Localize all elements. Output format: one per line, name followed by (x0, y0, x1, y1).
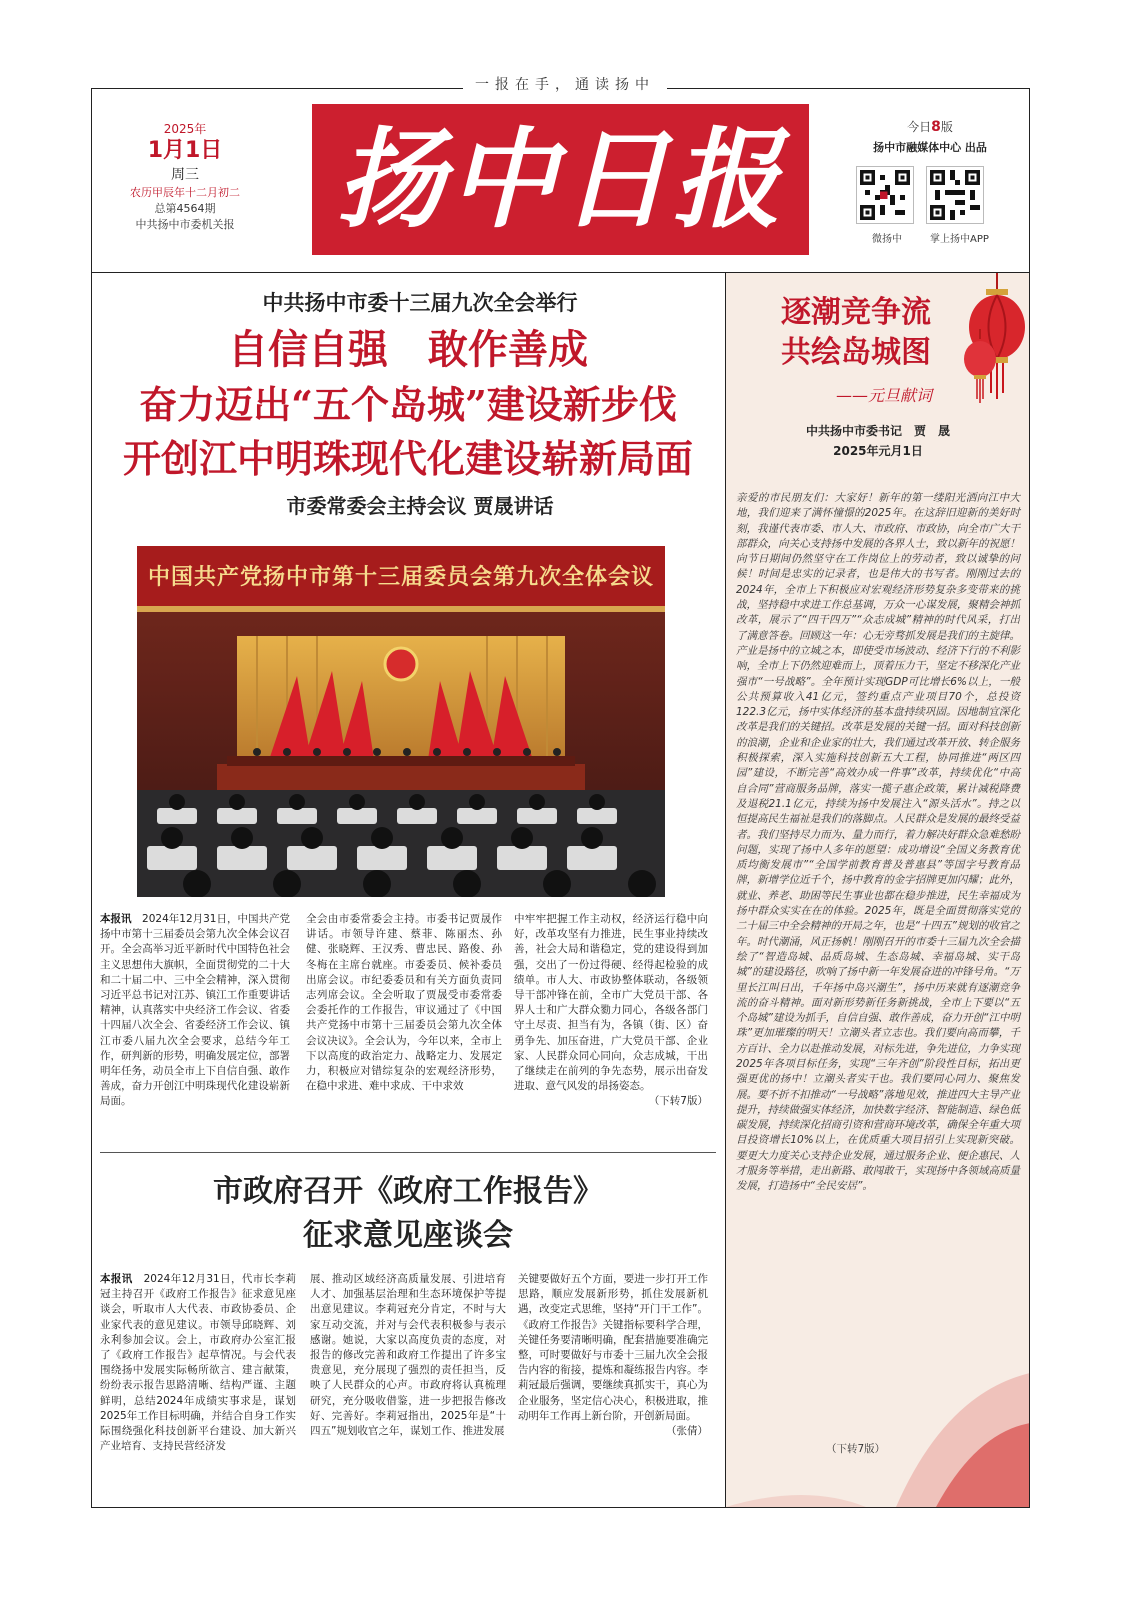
publisher: 中共扬中市委机关报 (135, 218, 235, 231)
lunar-date: 农历甲辰年十二月初二 (130, 186, 240, 199)
qr-code-icon[interactable] (926, 166, 984, 224)
date-month-day: 1月1日 (147, 138, 223, 163)
editorial-title[interactable]: 逐潮竞争流 共绘岛城图 (781, 295, 931, 370)
story2-body-col3: 关键要做好五个方面，要进一步打开工作思路，顺应发展新形势，抓住发展新机遇，改变定式思维，坚持“开门干工作”。《政府工作报告》关键指标要科学合理，关键任务要清晰明确，配套措施要准确完整，可时要做好与市委十三届九次全会报告内容的衔接，提炼和凝练报告内容。李莉冠最后强调，要继续真抓实干，真心为企业服务，坚定信心决心，积极进取，推动明年工作再上新台阶，开创新局面。 （张倩） (518, 1272, 708, 1439)
qr-codes (856, 166, 984, 224)
story2-byline: （张倩） (666, 1425, 708, 1438)
lead-headline-line2: 奋力迈出“五个岛城”建设新步伐 (139, 382, 677, 427)
editorial-column (725, 273, 1029, 1507)
qr-code-icon[interactable] (856, 166, 914, 224)
producer: 扬中市融媒体中心 出品 (873, 141, 987, 154)
header-info (850, 118, 1010, 155)
lead-kicker: 中共扬中市委十三届九次全会举行 (262, 291, 578, 315)
masthead-title: 扬中日报 (336, 116, 785, 243)
page-count: 今日8版 (907, 119, 953, 135)
slogan: 一报在手，通读扬中 (0, 74, 1130, 94)
lead-continued[interactable]: （下转7版） (648, 1095, 708, 1108)
editorial-author: 中共扬中市委书记 贾 晟 2025年元月1日 (805, 424, 950, 458)
masthead (312, 104, 809, 255)
wave-decoration (726, 1333, 1029, 1507)
lead-headline[interactable] (100, 322, 716, 486)
lead-body-col1: 本报讯 2024年12月31日，中国共产党扬中市第十三届委员会第九次全体会议召开。全会高举习近平新时代中国特色社会主义思想伟大旗帜，全面贯彻党的二十大和二十届二中、三中全会精神，深入贯彻习近平总书记对江苏、镇江工作重要讲话精神，认真落实中央经济工作会议、省委十四届八次全会、省委经济工作会议、镇江市委八届九次全会要求，总结今年工作，研判新的形势，明确发展定位，部署明年任务，动员全市上下自信自强、敢作善成，奋力开创江中明珠现代化建设崭新局面。 (100, 913, 291, 1108)
story2-headline[interactable]: 市政府召开《政府工作报告》 征求意见座谈会 (213, 1174, 603, 1253)
story2-body-col1: 本报讯 2024年12月31日，代市长李莉冠主持召开《政府工作报告》征求意见座谈会，听取市人大代表、市政协委员、企业家代表的意见建议。市领导邱晓辉、刘永利参加会议。会上，市政府办公室汇报了《政府工作报告》起草情况。与会代表围绕扬中发展实际畅所欲言、建言献策，纷纷表示报告思路清晰、结构严谨、主题鲜明，总结2024年成绩实事求是，谋划2025年工作目标明确，并结合自身工作实际围绕强化科技创新平台建设、加大新兴产业培育、支持民营经济发 (100, 1273, 297, 1453)
lead-headline-line3: 开创江中明珠现代化建设崭新局面 (122, 436, 693, 481)
editorial-body: 亲爱的市民朋友们：大家好！新年的第一缕阳光洒向江中大地，我们迎来了满怀憧憬的2025年。在这辞旧迎新的美好时刻，我谨代表市委、市人大、市政府、市政协，向全市广大干部群众，向关心支持扬中发展的各界人士，致以新年的祝愿！向节日期间仍然坚守在工作岗位上的劳动者，致以诚挚的问候！时间是忠实的记录者，也是伟大的书写者。刚刚过去的2024年，全市上下积极应对宏观经济形势复杂多变带来的挑战，坚持稳中求进工作总基调，万众一心谋发展，聚精会神抓改革，展示了“四干四万”“众志成城”精神的时代风采，打出了满意答卷。回顾这一年：心无旁骛抓发展是我们的主旋律。产业是扬中的立城之本，即使受市场波动、经济下行的不利影响，全市上下仍然迎难而上，顶着压力干，坚定不移深化产业强市“一号战略”。全年预计实现GDP可比增长6%以上，一般公共预算收入41亿元，签约重点产业项目70个，总投资122.3亿元，扬中实体经济的基本盘持续巩固。因地制宜深化改革是我们的关键招。改革是发展的关键一招。面对科技创新的浪潮，企业和企业家的壮大，我们通过改革开放、转企服务积极探索，深入实施科技创新五大工程，协同推进“两区四园”建设，不断完善“高效办成一件事”改革，持续优化“中高自合同”营商服务品牌，落实一揽子惠企政策，累计减税降费及退税21.1亿元，持续为扬中发展注入“源头活水”。持之以恒提高民生福祉是我们的落脚点。人民群众是发展的最终受益者。我们坚持尽力而为、量力而行，着力解决好群众急难愁盼问题，实现了扬中人多年的愿望：成功增设“全国义务教育优质均衡发展市”“全国学前教育普及普惠县”等国字号教育品牌，新增学位近千个，扬中教育的金字招牌更加闪耀；此外，就业、养老、助困等民生事业也都在稳步推进，民生幸福成为扬中群众实实在在的体验。2025年，既是全面贯彻落实党的二十届三中全会精神的开局之年，也是“十四五”规划的收官之年。时代潮涌，风正扬帆！刚刚召开的市委十三届九次全会描绘了“智造岛城、品质岛城、生态岛城、幸福岛城、实干岛城”的建设路径，吹响了扬中新一年发展奋进的冲锋号角。“万里长江叫日出，千年扬中岛兴潮生”，扬中历来就有逐潮竞争流的奋斗精神。面对新形势新任务新挑战，全市上下要以“五个岛城”建设为抓手，自信自强、敢作善成，奋力开创“江中明珠”更加璀璨的明天！立潮头者立志也。我们要向高而攀，千方百计、全力以赴推动发展，对标先进，争先进位，力争实现2025年各项目标任务，实现“三年齐创”阶段性目标，拓出更强更优的扬中！立潮头者实干也。我们要同心同力、聚焦发展。要不折不扣推动“一号战略”落地见效，推进四大主导产业提升，持续做强实体经济，加快数字经济、智能制造、绿色低碳发展，持续深化招商引资和营商环境改革，确保全年重大项目投资增长10%以上，在优质重大项目招引上实现新突破。要更大力度关心支持企业发展，通过服务企业、便企惠民、人才服务等举措，走出新路、敢闯敢干，实现扬中各领域高质量发展，打造扬中“全民安居”。 (736, 492, 1020, 1193)
section-divider (100, 1152, 716, 1153)
editorial-subtitle: ——元旦献词 (836, 386, 933, 405)
story2-body-col2: 展、推动区域经济高质量发展、引进培育人才、加强基层治理和生态环境保护等提出意见建议。李莉冠充分肯定，不时与大家互动交流，并对与会代表积极参与表示感谢。她说，大家以高度负责的态度，对报告的修改完善和政府工作提出了许多宝贵意见，充分展现了强烈的责任担当，反映了人民群众的心声。市政府将认真梳理研究，充分吸收借鉴，进一步把报告修改好、完善好。李莉冠指出，2025年是“十四五”规划收官之年，谋划工作、推进发展 (310, 1273, 506, 1438)
meeting-photo[interactable] (137, 546, 665, 897)
lead-body-col3: 中牢牢把握工作主动权，经济运行稳中向好，改革攻坚有力推进，民生事业持续改善，社会大局和谐稳定，党的建设得到加强，交出了一份过得硬、经得起检验的成绩单。市人大、市政协整体联动，各级领导干部冲锋在前，全市广大党员干部、各界人士和广大群众勠力同心，各级各部门守土尽责、担当有为，各镇（街、区）奋勇争先、加压奋进，广大党员干部、企业家、人民群众同心同向，众志成城，干出了继续走在前列的争先态势，展示出奋发进取、意气风发的昂扬姿态。 （下转7版） (514, 912, 708, 1110)
issue-number: 总第4564期 (154, 202, 216, 215)
date-year: 2025年 (163, 122, 207, 136)
lead-body-col2: 全会由市委常委会主持。市委书记贾晟作讲话。市领导许建、蔡菲、陈丽杰、孙健、张晓辉、王汉秀、曹忠民、路俊、孙冬梅在主席台就座。市委委员、候补委员出席会议。市纪委委员和有关方面负责同志列席会议。全会听取了贾晟受市委常委会委托作的工作报告，审议通过了《中国共产党扬中市第十三届委员会第九次全体会议决议》。全会认为，今年以来，全市上下以高度的政治定力、战略定力、发展定力，积极应对错综复杂的宏观经济形势，在稳中求进、难中求成、干中求效 (306, 913, 502, 1093)
date-block (120, 120, 250, 233)
photo-banner-text: 中国共产党扬中市第十三届委员会第九次全体会议 (147, 564, 654, 590)
qr2-label: 掌上扬中APP (930, 234, 989, 245)
editorial-continued[interactable]: （下转7版） (826, 1443, 886, 1455)
lead-headline-line1: 自信自强 敢作善成 (228, 326, 588, 373)
weekday: 周三 (171, 167, 199, 183)
qr1-label: 微扬中 (872, 234, 902, 245)
lead-subhead: 市委常委会主持会议 贾晟讲话 (286, 494, 554, 518)
